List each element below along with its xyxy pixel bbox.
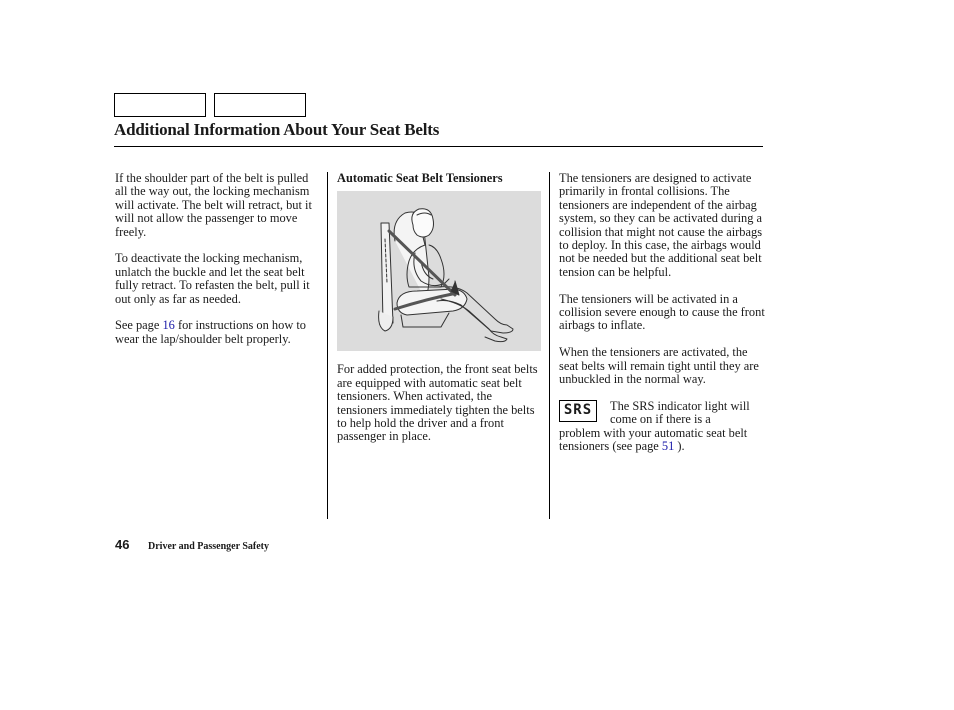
col3-paragraph-2: The tensioners will be activated in a collision severe enough to cause the front airbags to inflate. [559, 291, 765, 333]
col3-paragraph-3: When the tensioners are activated, the seat belts will remain tight until they are unbuckled in the normal way. [559, 345, 759, 387]
page-link-16[interactable]: 16 [162, 318, 175, 333]
col1-paragraph-2: To deactivate the locking mechanism, unlatch the buckle and let the seat belt fully retract. To refasten the belt, pull it out only as far as needed. [115, 251, 310, 306]
header-tab-box-1 [114, 93, 206, 117]
title-rule [114, 146, 763, 147]
page-link-51[interactable]: 51 [661, 439, 675, 454]
srs-indicator-icon: SRS [559, 400, 597, 422]
col1-para3-before: See page [115, 318, 163, 333]
column-1 [115, 172, 315, 360]
column-divider-1 [327, 172, 328, 519]
srs-note-line-1: The SRS indicator light will come on if there is a [610, 398, 750, 427]
seat-belt-figure [337, 191, 541, 351]
section-heading: Automatic Seat Belt Tensioners [337, 171, 503, 185]
column-divider-2 [549, 172, 550, 519]
col3-paragraph-1: The tensioners are designed to activate primarily in frontal collisions. The tensioners are independent of the airbag system, so they can be activated during a collision that might not cause the airbags to deploy. In this case, the airbags would not be needed but the additional seat belt tension can be helpful. [559, 171, 763, 279]
column-3 [559, 172, 769, 467]
srs-note-before-link: problem with your automatic seat belt tensioners (see page [559, 425, 748, 454]
col2-paragraph-1: For added protection, the front seat belts are equipped with automatic seat belt tensioners. When activated, the tensioners immediately tighten the belts to help hold the driver and a front passenger in place. [337, 362, 538, 444]
page-number: 46 [115, 537, 130, 552]
page-title: Additional Information About Your Seat Belts [114, 120, 440, 139]
srs-note-after-link: ). [674, 439, 685, 454]
col1-paragraph-1: If the shoulder part of the belt is pulled all the way out, the locking mechanism will activate. The belt will retract, but it will not allow the passenger to move freely. [115, 171, 312, 239]
column-2 [337, 172, 542, 457]
header-tab-box-2 [214, 93, 306, 117]
footer-section-label: Driver and Passenger Safety [148, 541, 270, 552]
col1-para3-after: for instructions on how to wear the lap/shoulder belt properly. [115, 318, 306, 346]
srs-note [559, 400, 769, 454]
seated-passenger-illustration [337, 191, 541, 351]
col1-paragraph-3 [115, 319, 315, 346]
